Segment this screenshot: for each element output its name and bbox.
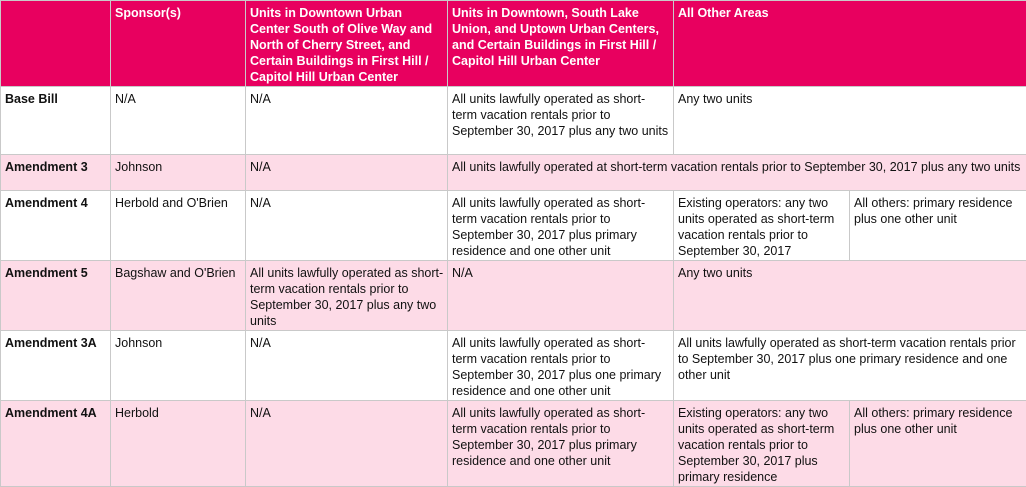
other-areas-cell: All units lawfully operated as short-term vacation rentals prior to September 30, 2017 plus one primary residence and one other unit [674,331,1026,401]
header-blank [1,1,111,87]
table-row [1,155,1026,191]
downtown-slu-cell: N/A [448,261,674,331]
other-areas-existing-cell: Existing operators: any two units operated as short-term vacation rentals prior to September 30, 2017 [674,191,850,261]
downtown-south-cell: N/A [246,87,448,155]
merged-areas-cell: All units lawfully operated at short-term vacation rentals prior to September 30, 2017 plus any two units [448,155,1026,191]
row-label: Amendment 5 [1,261,111,331]
other-areas-cell: Any two units [674,261,1026,331]
row-label: Amendment 3 [1,155,111,191]
other-areas-others-cell: All others: primary residence plus one other unit [850,191,1026,261]
header-row [1,1,1026,87]
row-label: Base Bill [1,87,111,155]
downtown-slu-cell: All units lawfully operated as short-term vacation rentals prior to September 30, 2017 plus one primary residence and one other unit [448,331,674,401]
table-row [1,87,1026,155]
downtown-south-cell: N/A [246,331,448,401]
downtown-south-cell: N/A [246,401,448,487]
row-label: Amendment 4A [1,401,111,487]
row-label: Amendment 4 [1,191,111,261]
header-downtown-south-of-olive: Units in Downtown Urban Center South of Olive Way and North of Cherry Street, and Certain Buildings in First Hill / Capitol Hill Urban Center [246,1,448,87]
sponsor-cell: Herbold and O'Brien [111,191,246,261]
other-areas-cell: Any two units [674,87,1026,155]
row-label: Amendment 3A [1,331,111,401]
downtown-south-cell: N/A [246,155,448,191]
sponsor-cell: Johnson [111,155,246,191]
header-downtown-slu-uptown: Units in Downtown, South Lake Union, and Uptown Urban Centers, and Certain Buildings in First Hill / Capitol Hill Urban Center [448,1,674,87]
table-row [1,191,1026,261]
other-areas-others-cell: All others: primary residence plus one other unit [850,401,1026,487]
table-row [1,331,1026,401]
other-areas-existing-cell: Existing operators: any two units operated as short-term vacation rentals prior to September 30, 2017 plus primary residence [674,401,850,487]
downtown-slu-cell: All units lawfully operated as short-term vacation rentals prior to September 30, 2017 plus primary residence and one other unit [448,191,674,261]
sponsor-cell: Johnson [111,331,246,401]
header-sponsors: Sponsor(s) [111,1,246,87]
downtown-slu-cell: All units lawfully operated as short-term vacation rentals prior to September 30, 2017 plus any two units [448,87,674,155]
header-all-other-areas: All Other Areas [674,1,1026,87]
sponsor-cell: Herbold [111,401,246,487]
table-row [1,401,1026,487]
table-row [1,261,1026,331]
downtown-south-cell: All units lawfully operated as short-term vacation rentals prior to September 30, 2017 plus any two units [246,261,448,331]
downtown-slu-cell: All units lawfully operated as short-term vacation rentals prior to September 30, 2017 plus primary residence and one other unit [448,401,674,487]
sponsor-cell: N/A [111,87,246,155]
downtown-south-cell: N/A [246,191,448,261]
sponsor-cell: Bagshaw and O'Brien [111,261,246,331]
